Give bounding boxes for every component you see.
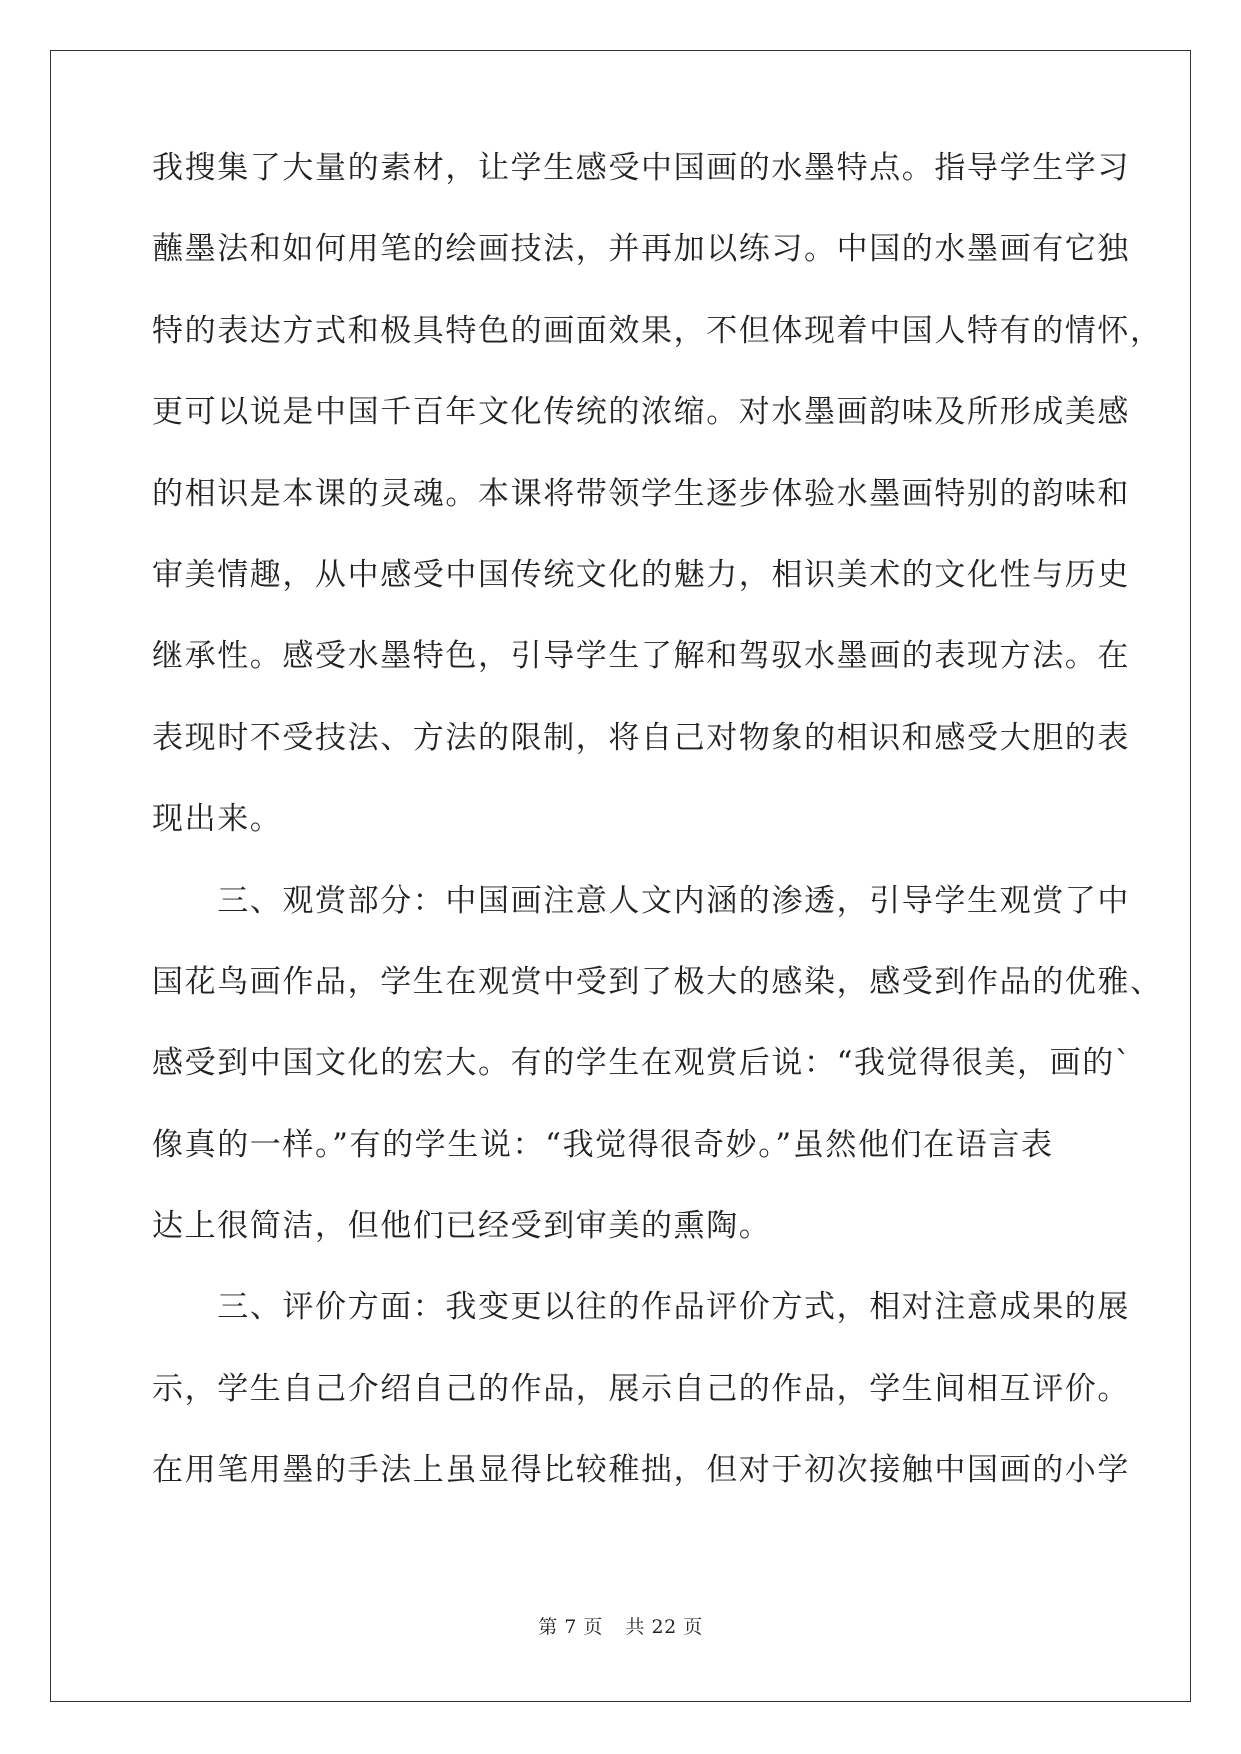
text-line-3: 特的表达方式和极具特色的画面效果，不但体现着中国人特有的情怀， — [152, 312, 1163, 349]
page-footer — [0, 1612, 1241, 1639]
text-line-12: 感受到中国文化的宏大。有的学生在观赏后说：“我觉得很美，画的` — [152, 1045, 1132, 1082]
document-body — [152, 150, 1163, 1534]
text-line-17: 在用笔用墨的手法上虽显得比较稚拙，但对于初次接触中国画的小学 — [152, 1452, 1130, 1489]
text-line-4: 更可以说是中国千百年文化传统的浓缩。对水墨画韵味及所形成美感 — [152, 394, 1130, 431]
text-line-10: 三、观赏部分：中国画注意人文内涵的渗透，引导学生观赏了中 — [152, 882, 1130, 919]
page-total: 共 22 页 — [625, 1616, 703, 1638]
text-line-16: 示，学生自己介绍自己的作品，展示自己的作品，学生间相互评价。 — [152, 1370, 1130, 1407]
text-line-15: 三、评价方面：我变更以往的作品评价方式，相对注意成果的展 — [152, 1289, 1130, 1326]
text-line-11: 国花鸟画作品，学生在观赏中受到了极大的感染，感受到作品的优雅、 — [152, 963, 1163, 1000]
text-line-7: 继承性。感受水墨特色，引导学生了解和驾驭水墨画的表现方法。在 — [152, 638, 1130, 675]
text-line-5: 的相识是本课的灵魂。本课将带领学生逐步体验水墨画特别的韵味和 — [152, 475, 1130, 512]
text-line-13: 像真的一样。”有的学生说：“我觉得很奇妙。”虽然他们在语言表 — [152, 1126, 1054, 1163]
text-line-6: 审美情趣，从中感受中国传统文化的魅力，相识美术的文化性与历史 — [152, 556, 1130, 593]
text-line-1: 我搜集了大量的素材，让学生感受中国画的水墨特点。指导学生学习 — [152, 150, 1130, 186]
text-line-14: 达上很简洁，但他们已经受到审美的熏陶。 — [152, 1208, 772, 1245]
text-lines — [152, 128, 1163, 1512]
text-line-9: 现出来。 — [152, 801, 283, 838]
text-line-2: 蘸墨法和如何用笔的绘画技法，并再加以练习。中国的水墨画有它独 — [152, 231, 1130, 268]
text-line-8: 表现时不受技法、方法的限制，将自己对物象的相识和感受大胆的表 — [152, 719, 1130, 756]
page-number: 第 7 页 — [538, 1616, 603, 1638]
